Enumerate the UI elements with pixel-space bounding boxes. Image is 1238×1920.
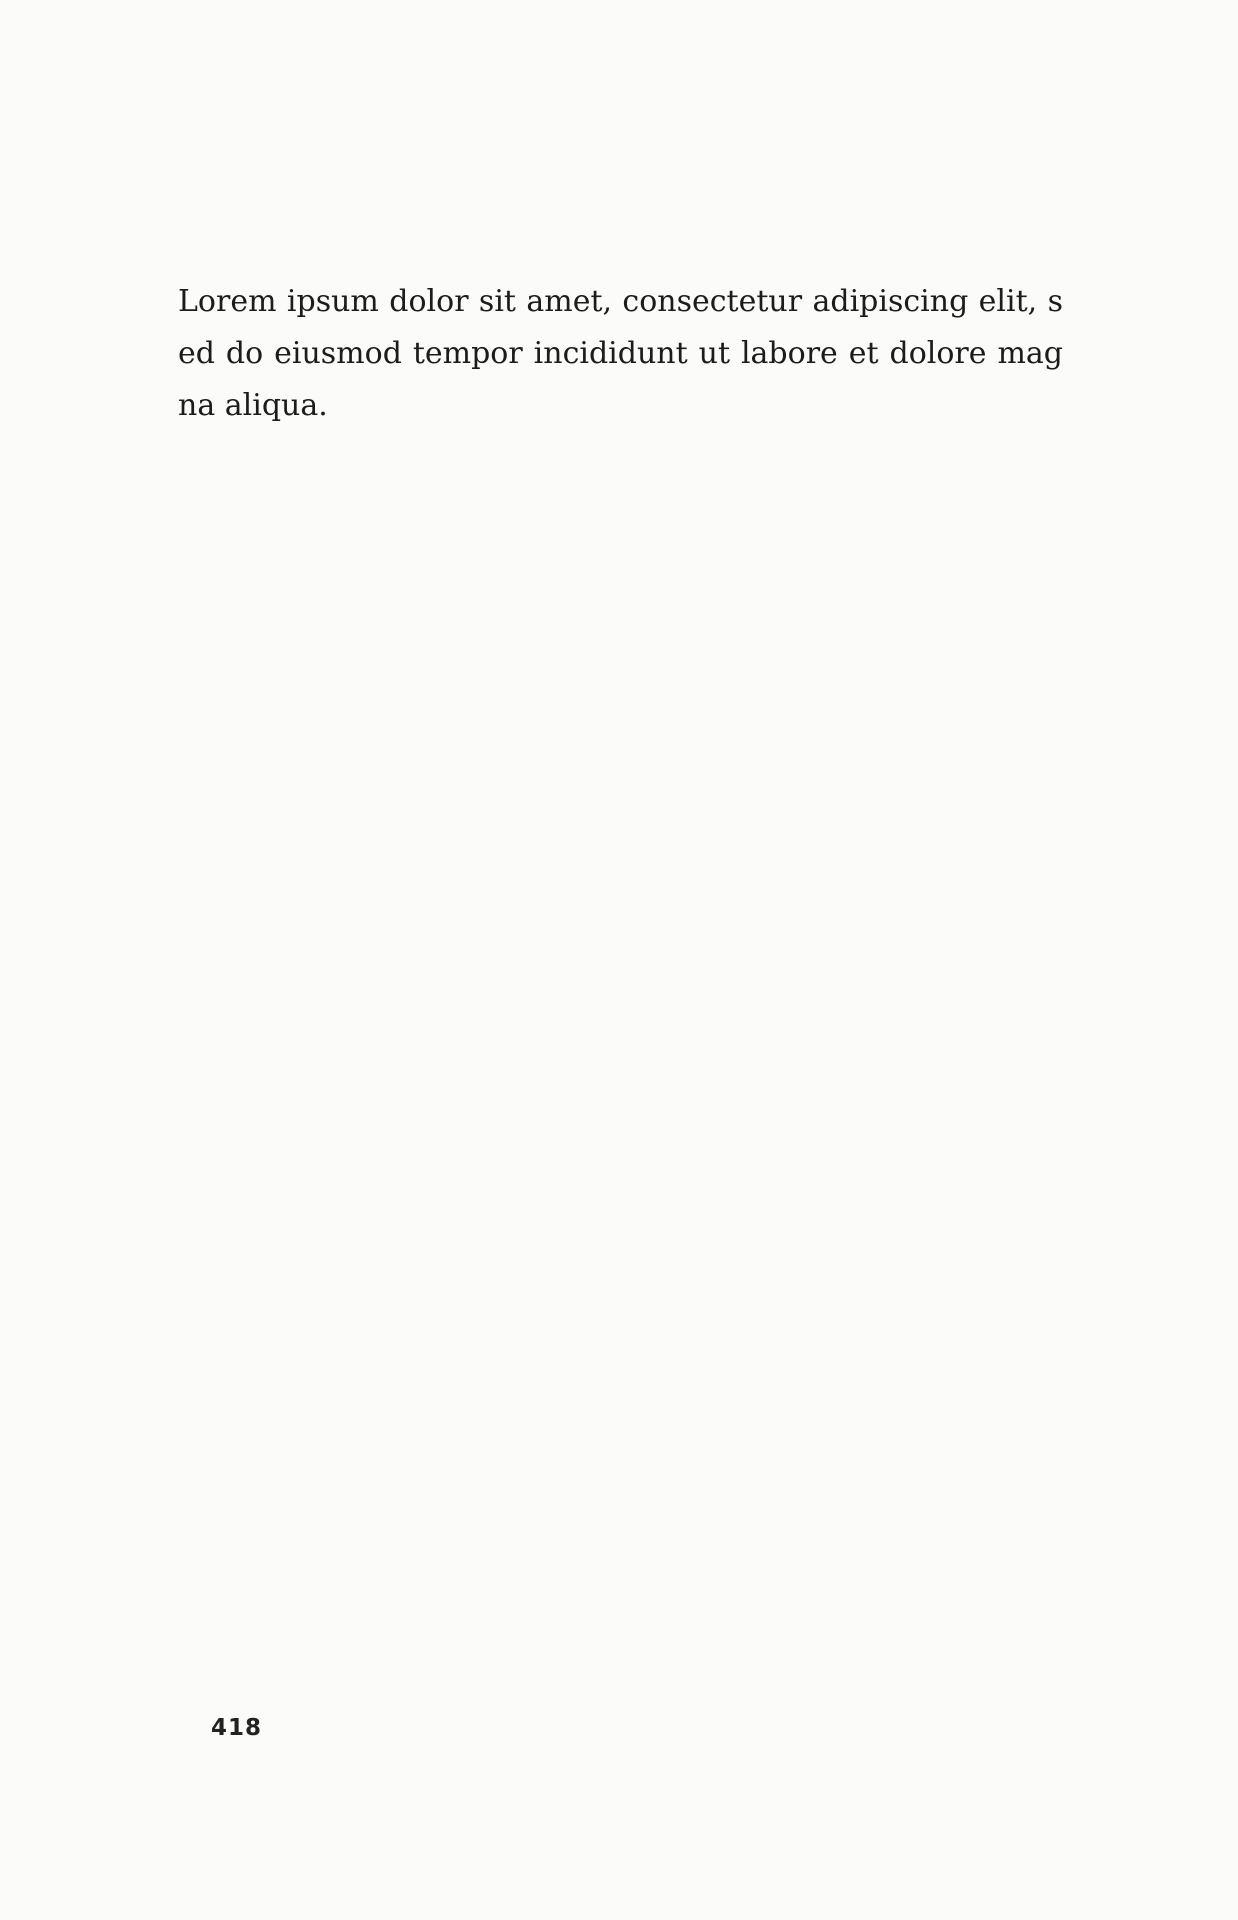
body-text: Lorem ipsum dolor sit amet, consectetur adipiscing elit, sed do eiusmod tempor incididunt ut labore et dolore magna aliqua. [178, 284, 1063, 424]
page-number: 418 [211, 1715, 263, 1741]
